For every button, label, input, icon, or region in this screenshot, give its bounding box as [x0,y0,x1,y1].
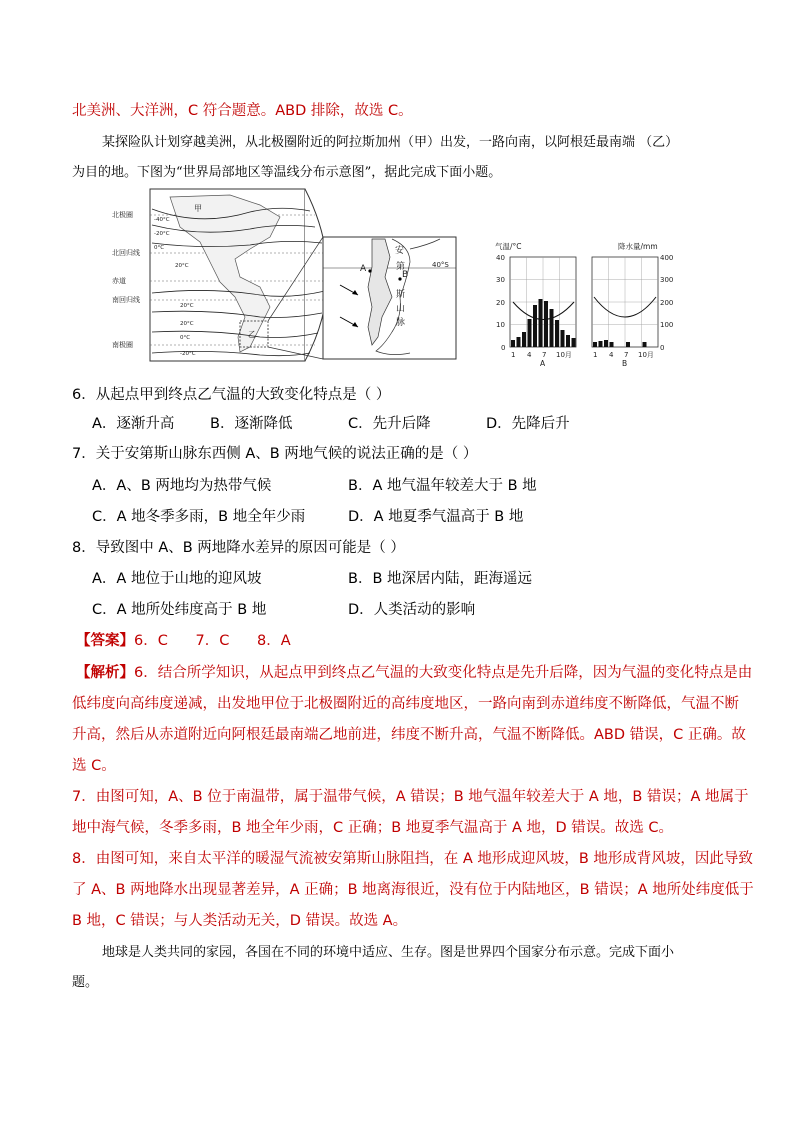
mountain-char: 安 [395,246,405,256]
analysis-8-line-1: 8．由图可知，来自太平洋的暖湿气流被安第斯山脉阻挡，在 A 地形成迎风坡，B 地形成背风坡，因此导致 [72,851,753,867]
month-tick: 7 [542,351,547,359]
next-intro-line-1: 地球是人类共同的家园，各国在不同的环境中适应、生存。图是世界四个国家分布示意。完成下面小 [102,945,675,960]
mountain-char: 脉 [396,318,406,328]
month-tick: 4 [527,351,532,359]
lat-label: 北极圈 [112,211,133,219]
isotherm-label: 20°C [180,303,194,309]
month-tick: 1 [593,351,598,359]
latitude-40s: 40°S [432,261,449,269]
previous-answer-line: 北美洲、大洋洲，C 符合题意。ABD 排除，故选 C。 [72,103,413,119]
andes-inset-map [323,237,456,359]
intro-line-2: 为目的地。下图为“世界局部地区等温线分布示意图”，据此完成下面小题。 [72,165,502,180]
chart-b-label: B [622,359,628,367]
question-6-option-b: B．逐渐降低 [210,416,293,432]
climate-chart-a [495,241,576,367]
analysis-tag: 【解析】 [76,665,134,681]
lat-label: 南回归线 [112,296,140,304]
question-6-option-a: A．逐渐升高 [92,416,175,432]
precip-tick: 0 [660,344,665,352]
intro-line-1: 某探险队计划穿越美洲，从北极圈附近的阿拉斯加州（甲）出发，一路向南，以阿根廷最南端 （乙） [102,135,679,150]
chart-a-label: A [540,359,546,367]
month-tick: 10月 [556,351,572,359]
temperature-axis-label: 气温/°C [495,242,522,251]
isotherm-label: 20°C [180,321,194,327]
isotherm-label: -20°C [180,351,196,357]
mountain-char: 第 [396,262,406,272]
mountain-char: 山 [396,304,406,314]
point-a: A [360,264,367,274]
temp-tick: 40 [496,254,505,262]
month-tick: 10月 [638,351,654,359]
precip-tick: 100 [660,321,674,329]
question-8-option-d: D．人类活动的影响 [348,602,476,618]
analysis-6-line-2: 低纬度向高纬度递减，出发地甲位于北极圈附近的高纬度地区，一路向南到赤道纬度不断降低，气温不断 [72,696,739,712]
month-tick: 7 [624,351,629,359]
temp-tick: 30 [496,276,505,284]
analysis-7-line-2: 地中海气候，冬季多雨，B 地全年少雨，C 正确；B 地夏季气温高于 A 地，D 错误。故选 C。 [72,820,673,836]
point-b: B [402,270,409,280]
question-7-stem: 7．关于安第斯山脉东西侧 A、B 两地气候的说法正确的是（ ） [72,446,478,462]
question-7-option-c: C．A 地冬季多雨，B 地全年少雨 [92,509,306,525]
mountain-char: 斯 [396,290,406,300]
isotherm-label: 0°C [154,245,165,251]
temp-tick: 10 [496,321,505,329]
analysis-8-line-2: 了 A、B 两地降水出现显著差异，A 正确；B 地离海很近，没有位于内陆地区，B 错误；A 地所处纬度低于 [72,882,754,898]
question-7-option-b: B．A 地气温年较差大于 B 地 [348,478,537,494]
point-jia: 甲 [194,204,202,213]
isotherm-figure [110,187,690,367]
lat-label: 南极圈 [112,341,133,349]
precip-tick: 300 [660,276,674,284]
question-8-stem: 8．导致图中 A、B 两地降水差异的原因可能是（ ） [72,540,405,556]
answer-tag: 【答案】 [76,633,134,649]
question-8-option-a: A．A 地位于山地的迎风坡 [92,571,262,587]
question-7-option-a: A．A、B 两地均为热带气候 [92,478,272,494]
question-6-option-c: C．先升后降 [348,416,431,432]
temp-tick: 20 [496,299,505,307]
climate-chart-b [592,241,673,367]
isotherm-label: 0°C [180,335,191,341]
analysis-6-line-4: 选 C。 [72,758,116,774]
lat-label: 赤道 [112,277,126,285]
isotherm-label: -40°C [154,217,170,223]
question-6-stem: 6．从起点甲到终点乙气温的大致变化特点是（ ） [72,387,391,403]
isotherm-label: -20°C [154,231,170,237]
answer-line [76,631,291,651]
temp-tick: 0 [501,344,506,352]
isotherm-label: 20°C [175,263,189,269]
left-isotherm-map [112,189,330,361]
point-yi: 乙 [248,330,256,339]
question-6-option-d: D．先降后升 [486,416,570,432]
analysis-text: 6．结合所学知识，从起点甲到终点乙气温的大致变化特点是先升后降，因为气温的变化特点是由 [134,665,753,681]
question-7-option-d: D．A 地夏季气温高于 B 地 [348,509,524,525]
analysis-line-1 [76,663,752,683]
month-tick: 1 [511,351,516,359]
precip-tick: 200 [660,299,674,307]
month-tick: 4 [609,351,614,359]
analysis-8-line-3: B 地，C 错误；与人类活动无关，D 错误。故选 A。 [72,913,408,929]
question-8-option-c: C．A 地所处纬度高于 B 地 [92,602,267,618]
answer-text: 6．C 7．C 8．A [134,633,291,649]
precipitation-axis-label: 降水量/mm [618,242,658,251]
lat-label: 北回归线 [112,249,140,257]
analysis-7-line-1: 7．由图可知，A、B 位于南温带，属于温带气候，A 错误；B 地气温年较差大于 A 地，B 错误；A 地属于 [72,789,749,805]
question-8-option-b: B．B 地深居内陆，距海遥远 [348,571,533,587]
analysis-6-line-3: 升高，然后从赤道附近向阿根廷最南端乙地前进，纬度不断升高，气温不断降低。ABD 错误，C 正确。故 [72,727,746,743]
next-intro-line-2: 题。 [72,975,99,990]
precip-tick: 400 [660,254,674,262]
